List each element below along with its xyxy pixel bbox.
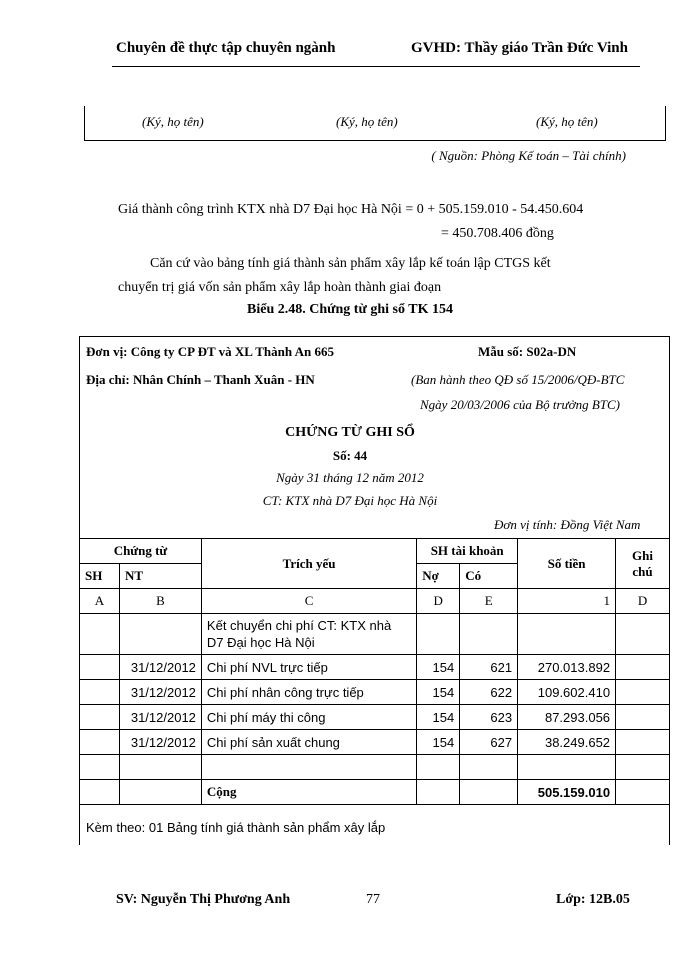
- table-row: [80, 705, 670, 730]
- voucher-number: Số: 44: [332, 448, 368, 463]
- table-header-row: [80, 539, 670, 564]
- table-row: [80, 730, 670, 755]
- code-a: A: [80, 589, 120, 614]
- header-so-tien: Số tiền: [518, 539, 616, 589]
- form-issued-by-1: (Ban hành theo QĐ số 15/2006/QĐ-BTC: [411, 372, 625, 387]
- table-row: [80, 614, 670, 655]
- header-chung-tu: Chứng từ: [80, 539, 202, 564]
- header-no: Nợ: [417, 564, 460, 589]
- source-note: ( Nguồn: Phòng Kế toán – Tài chính): [431, 148, 626, 163]
- code-d: D: [417, 589, 460, 614]
- header-right: GVHD: Thầy giáo Trần Đức Vinh: [411, 40, 628, 56]
- row-credit: 623: [460, 705, 518, 730]
- paragraph-line-1: Căn cứ vào bảng tính giá thành sản phẩm xây lắp kế toán lập CTGS kết: [150, 256, 551, 271]
- empty-row: [80, 755, 670, 780]
- figure-title: Biểu 2.48. Chứng từ ghi sổ TK 154: [247, 302, 453, 317]
- page-number: 77: [366, 892, 380, 907]
- row-date: 31/12/2012: [119, 655, 201, 680]
- form-unit: Đơn vị: Công ty CP ĐT và XL Thành An 665: [86, 344, 335, 359]
- voucher-title: CHỨNG TỪ GHI SỔ: [285, 425, 415, 440]
- code-b: B: [119, 589, 201, 614]
- row-amount: 109.602.410: [518, 680, 616, 705]
- header-co: Có: [460, 564, 518, 589]
- row-date: 31/12/2012: [119, 730, 201, 755]
- footer-class: Lớp: 12B.05: [556, 892, 630, 907]
- row-description: Chi phí NVL trực tiếp: [201, 655, 416, 680]
- currency-unit: Đơn vị tính: Đồng Việt Nam: [494, 517, 641, 532]
- row-debit: 154: [417, 730, 460, 755]
- calc-line-1: Giá thành công trình KTX nhà D7 Đại học Hà Nội = 0 + 505.159.010 - 54.450.604: [118, 202, 584, 217]
- code-d2: D: [616, 589, 670, 614]
- row-amount: 38.249.652: [518, 730, 616, 755]
- row-credit: 621: [460, 655, 518, 680]
- form-address: Địa chỉ: Nhân Chính – Thanh Xuân - HN: [86, 372, 315, 387]
- row-credit: 622: [460, 680, 518, 705]
- signature-1: (Ký, họ tên): [142, 114, 204, 129]
- row-debit: 154: [417, 655, 460, 680]
- total-row: [80, 780, 670, 805]
- code-1: 1: [518, 589, 616, 614]
- header-sh-tai-khoan: SH tài khoản: [417, 539, 518, 564]
- table-row: [80, 655, 670, 680]
- row-credit: 627: [460, 730, 518, 755]
- header-nt: NT: [119, 564, 201, 589]
- header-trich-yeu: Trích yếu: [201, 539, 416, 589]
- row-description: Chi phí sản xuất chung: [201, 730, 416, 755]
- code-e: E: [460, 589, 518, 614]
- form-template-no: Mẫu số: S02a-DN: [478, 344, 577, 359]
- row-date: 31/12/2012: [119, 705, 201, 730]
- code-c: C: [201, 589, 416, 614]
- paragraph-line-2: chuyển trị giá vốn sản phẩm xây lắp hoàn thành giai đoạn: [118, 280, 442, 295]
- header-left: Chuyên đề thực tập chuyên ngành: [116, 40, 336, 56]
- header-sh: SH: [80, 564, 120, 589]
- row-description: Chi phí máy thi công: [201, 705, 416, 730]
- calc-line-2: = 450.708.406 đồng: [441, 226, 554, 241]
- row-amount: 270.013.892: [518, 655, 616, 680]
- intro-description: Kết chuyển chi phí CT: KTX nhà D7 Đại học Hà Nội: [201, 614, 416, 655]
- code-row: [80, 589, 670, 614]
- footer-student: SV: Nguyễn Thị Phương Anh: [116, 892, 291, 907]
- row-description: Chi phí nhân công trực tiếp: [201, 680, 416, 705]
- signature-3: (Ký, họ tên): [536, 114, 598, 129]
- form-issued-by-2: Ngày 20/03/2006 của Bộ trưởng BTC): [420, 397, 620, 412]
- row-debit: 154: [417, 705, 460, 730]
- total-label: Cộng: [201, 780, 416, 805]
- header-ghi-chu: Ghi chú: [616, 539, 670, 589]
- row-debit: 154: [417, 680, 460, 705]
- row-amount: 87.293.056: [518, 705, 616, 730]
- row-date: 31/12/2012: [119, 680, 201, 705]
- header-divider: [112, 66, 640, 67]
- total-amount: 505.159.010: [518, 780, 616, 805]
- signature-2: (Ký, họ tên): [336, 114, 398, 129]
- ledger-table: [79, 538, 670, 805]
- voucher-project: CT: KTX nhà D7 Đại học Hà Nội: [262, 493, 438, 508]
- attachment-note: Kèm theo: 01 Bảng tính giá thành sản phẩm xây lắp: [86, 820, 386, 835]
- table-row: [80, 680, 670, 705]
- voucher-date: Ngày 31 tháng 12 năm 2012: [276, 470, 424, 485]
